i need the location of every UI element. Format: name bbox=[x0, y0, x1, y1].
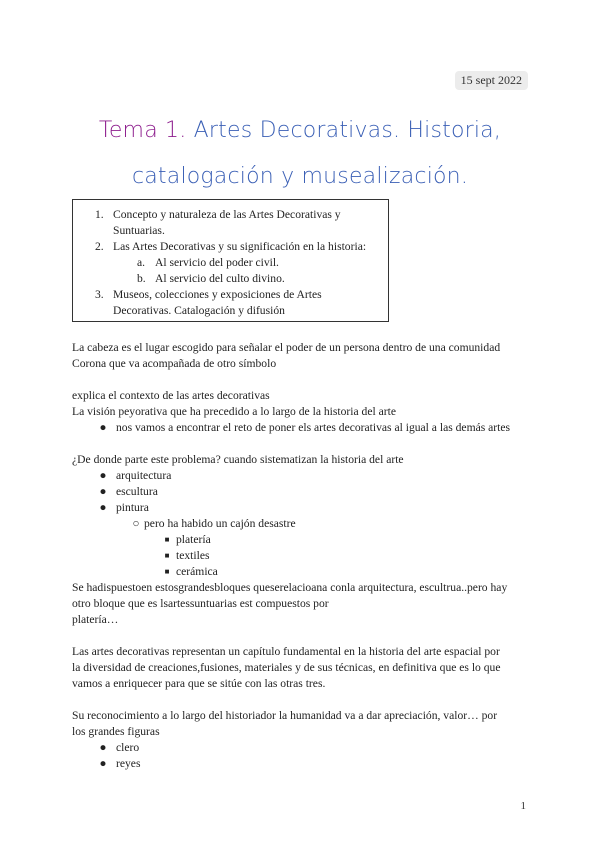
toc-item-text-cont: Decorativas. Catalogación y difusión bbox=[113, 304, 285, 317]
paragraph-line: ¿De donde parte este problema? cuando sistematizan la historia del arte bbox=[72, 453, 404, 466]
title-line-2: catalogación y musealización. bbox=[131, 164, 469, 189]
list-item-text: platería bbox=[176, 533, 211, 546]
circle-bullet-icon: ○ bbox=[132, 517, 140, 530]
list-item bbox=[72, 756, 532, 772]
toc-subitem-letter: a. bbox=[137, 256, 146, 269]
paragraph-line: explica el contexto de las artes decorativas bbox=[72, 389, 270, 402]
paragraph-line: platería… bbox=[72, 613, 119, 626]
paragraph-line: Su reconocimiento a lo largo del historiador la humanidad va a dar apreciación, valor… por bbox=[72, 709, 498, 722]
paragraph-line: Las artes decorativas representan un capítulo fundamental en la historia del arte espacial por bbox=[72, 645, 500, 658]
list-item bbox=[72, 532, 532, 548]
bullet-icon: ● bbox=[99, 741, 107, 754]
toc-subitem-letter: b. bbox=[137, 272, 146, 285]
paragraph-line: La cabeza es el lugar escogido para señalar el poder de un persona dentro de una comunidad bbox=[72, 341, 501, 354]
paragraph-line: otro bloque que es lsartessuntuarias est compuestos por bbox=[72, 597, 329, 610]
notes-body bbox=[72, 340, 532, 772]
list-item bbox=[72, 484, 532, 500]
list-item-text: cerámica bbox=[176, 565, 218, 578]
paragraph-line: La visión peyorativa que ha precedido a lo largo de la historia del arte bbox=[72, 405, 396, 418]
list-item-text: pintura bbox=[116, 501, 149, 514]
square-bullet-icon: ■ bbox=[164, 551, 170, 560]
list-item bbox=[72, 740, 532, 756]
list-item bbox=[72, 548, 532, 564]
paragraph-line: Corona que va acompañada de otro símbolo bbox=[72, 357, 277, 370]
square-bullet-icon: ■ bbox=[164, 535, 170, 544]
table-of-contents bbox=[72, 199, 389, 322]
toc-item-text bbox=[113, 287, 322, 319]
bullet-icon: ● bbox=[99, 421, 107, 434]
toc-item-text-cont: Suntuarias. bbox=[113, 224, 165, 237]
list-item-text: pero ha habido un cajón desastre bbox=[144, 517, 296, 530]
title-line-1-rest: Artes Decorativas. Historia, bbox=[193, 118, 502, 143]
toc-subitem-b bbox=[87, 271, 380, 287]
page-title bbox=[60, 108, 540, 200]
bullet-icon: ● bbox=[99, 469, 107, 482]
square-bullet-icon: ■ bbox=[164, 567, 170, 576]
title-prefix: Tema 1. bbox=[98, 118, 187, 143]
paragraph-line: la diversidad de creaciones,fusiones, materiales y de sus técnicas, en definitiva que es lo que bbox=[72, 661, 501, 674]
list-item-text: clero bbox=[116, 741, 140, 754]
list-item bbox=[72, 420, 532, 436]
list-item-text: nos vamos a encontrar el reto de poner els artes decorativas al igual a las demás artes bbox=[116, 421, 511, 434]
toc-item-1 bbox=[87, 207, 380, 239]
bullet-icon: ● bbox=[99, 757, 107, 770]
list-item-text: reyes bbox=[116, 757, 141, 770]
toc-subitem-text: Al servicio del culto divino. bbox=[155, 272, 285, 285]
paragraph-line: los grandes figuras bbox=[72, 725, 160, 738]
date-badge: 15 sept 2022 bbox=[455, 71, 528, 90]
toc-item-number: 3. bbox=[95, 288, 104, 301]
bullet-icon: ● bbox=[99, 501, 107, 514]
list-item bbox=[72, 468, 532, 484]
toc-item-text-line: Concepto y naturaleza de las Artes Decorativas y bbox=[113, 208, 341, 221]
toc-item-2 bbox=[87, 239, 380, 255]
toc-item-text: Las Artes Decorativas y su significación en la historia: bbox=[113, 240, 367, 253]
list-item-text: arquitectura bbox=[116, 469, 172, 482]
title-line-1 bbox=[60, 108, 540, 154]
list-item-text: escultura bbox=[116, 485, 158, 498]
paragraph-line: vamos a enriquecer para que se sitúe con las otras tres. bbox=[72, 677, 326, 690]
toc-item-3 bbox=[87, 287, 380, 319]
toc-subitem-text: Al servicio del poder civil. bbox=[155, 256, 279, 269]
paragraph-line: Se hadispuestoen estosgrandesbloques queserelacioana conla arquitectura, escultrua..pero hay bbox=[72, 581, 508, 594]
list-item bbox=[72, 564, 532, 580]
list-item bbox=[72, 516, 532, 532]
list-item bbox=[72, 500, 532, 516]
toc-item-text bbox=[113, 207, 341, 239]
toc-item-text-line: Museos, colecciones y exposiciones de Artes bbox=[113, 288, 322, 301]
list-item-text: textiles bbox=[176, 549, 210, 562]
toc-item-number: 1. bbox=[95, 208, 104, 221]
bullet-icon: ● bbox=[99, 485, 107, 498]
toc-subitem-a bbox=[87, 255, 380, 271]
toc-item-number: 2. bbox=[95, 240, 104, 253]
page-number: 1 bbox=[520, 800, 526, 812]
